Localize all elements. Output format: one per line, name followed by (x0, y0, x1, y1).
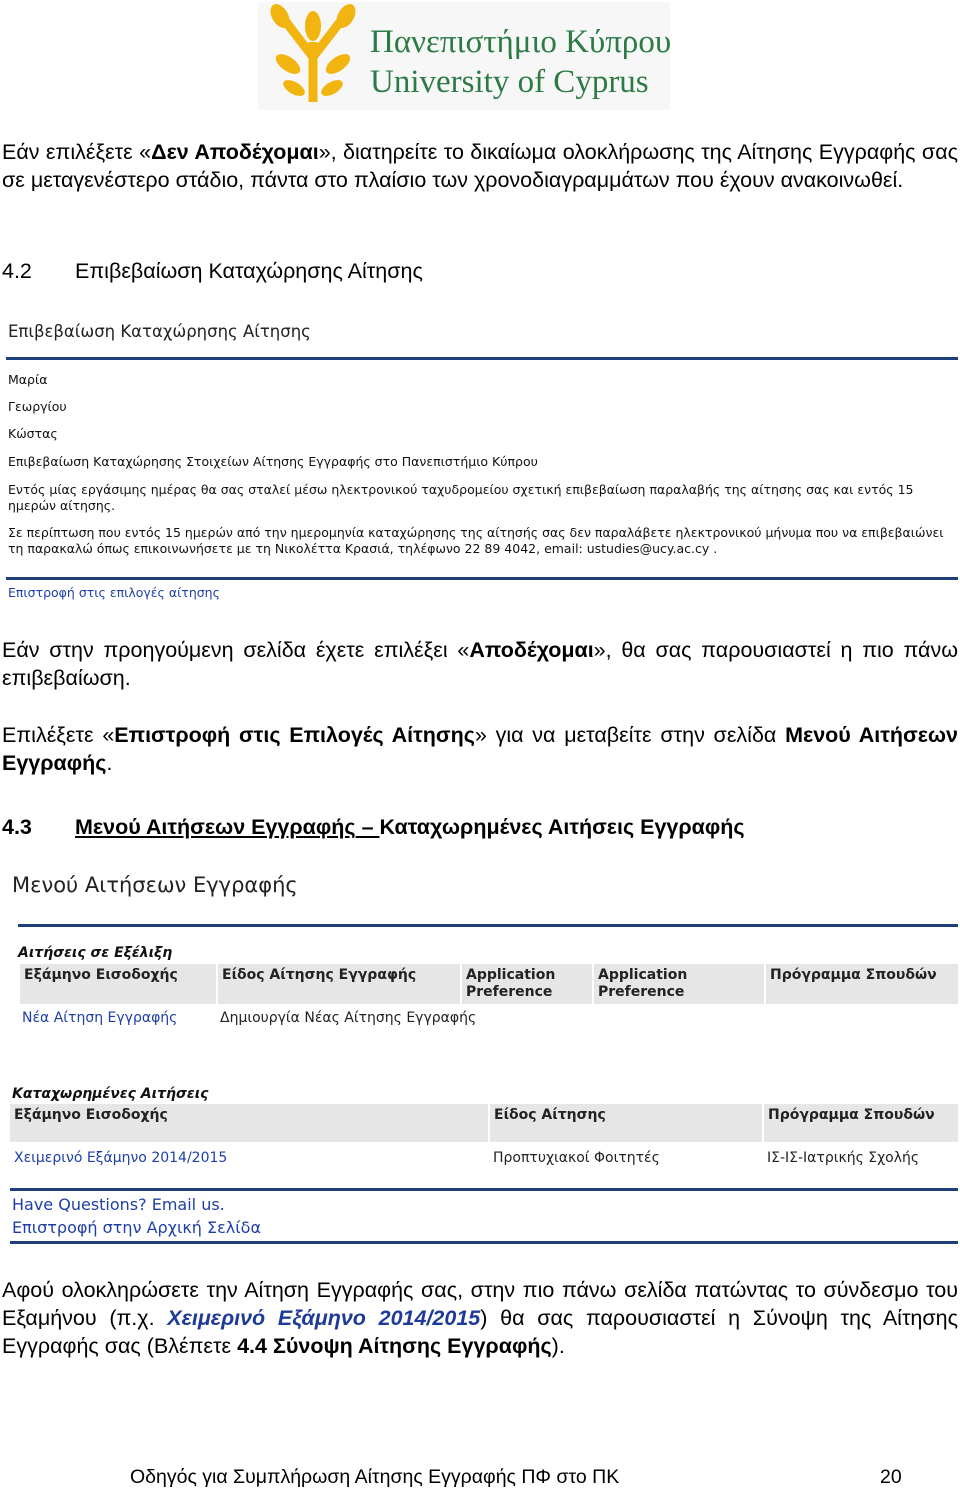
menu-divider-top (18, 924, 958, 927)
reg-col-header-type: Είδος Αίτησης (490, 1104, 762, 1142)
reg-col-header-semester: Εξάμηνο Εισοδοχής (10, 1104, 488, 1142)
accept-term: Αποδέχομαι (469, 638, 594, 662)
new-application-description: Δημιουργία Νέας Αίτησης Εγγραφής (220, 1010, 477, 1026)
registered-section-title: Καταχωρημένες Αιτήσεις (12, 1086, 209, 1102)
summary-paragraph: Αφού ολοκληρώσετε την Αίτηση Εγγραφής σας, στην πιο πάνω σελίδα πατώντας το σύνδεσμο του Εξαμήνου (π.χ. Χειμερινό Εξάμηνο 2014/2015) θα σας παρουσιαστεί η Σύνοψη της Αίτησης Εγγραφής σας (Βλέπετε 4.4 Σύνοψη Αίτησης Εγγραφής). (2, 1278, 958, 1358)
olive-branch-emblem-icon (258, 2, 368, 110)
registered-application-type: Προπτυχιακοί Φοιτητές (493, 1150, 660, 1166)
in-progress-section-title: Αιτήσεις σε Εξέλιξη (18, 945, 173, 961)
university-logo (258, 2, 670, 110)
logo-english-name: University of Cyprus (370, 64, 649, 100)
menu-screenshot-title: Μενού Αιτήσεων Εγγραφής (12, 873, 298, 897)
intro-paragraph: Εάν επιλέξετε «Δεν Αποδέχομαι», διατηρείτε το δικαίωμα ολοκλήρωσης της Αίτησης Εγγραφής σας σε μεταγενέστερο στάδιο, πάντα στο πλαίσιο των χρονοδιαγραμμάτων που έχουν ανακοινωθεί. (2, 140, 958, 192)
back-to-options-link[interactable]: Επιστροφή στις επιλογές αίτησης (8, 585, 220, 600)
applicant-father-name: Γεωργίου (8, 399, 67, 414)
footer-guide-title: Οδηγός για Συμπλήρωση Αίτησης Εγγραφής ΠΦ στο ΠΚ (130, 1466, 620, 1488)
confirmation-message-2: Σε περίπτωση που εντός 15 ημερών από την ημερομηνία καταχώρησης της αίτησής σας δεν παραλάβετε ηλεκτρονικού μήνυμα που να επιβεβαιώνει τη παρακαλώ όπως επικοινωνήσετε με τη Νικολέττα Κρασιά, τηλέφωνο 22 89 4042, email: ustudies@ucy.ac.cy . (8, 525, 944, 556)
logo-greek-name: Πανεπιστήμιο Κύπρου (370, 24, 672, 60)
summary-section-reference: 4.4 Σύνοψη Αίτησης Εγγραφής (237, 1334, 552, 1358)
col-header-preference-1: Application Preference (462, 964, 592, 1004)
section-heading-4-2: 4.2 Επιβεβαίωση Καταχώρησης Αίτησης (2, 259, 423, 283)
confirmation-divider-bottom (6, 577, 958, 580)
menu-divider-footer (10, 1241, 958, 1244)
col-header-application-type: Είδος Αίτησης Εγγραφής (218, 964, 460, 1004)
menu-divider-bottom (10, 1188, 958, 1191)
col-header-program: Πρόγραμμα Σπουδών (766, 964, 958, 1004)
confirmation-message-1: Εντός μίας εργάσιμης ημέρας θα σας σταλεί μέσω ηλεκτρονικού ταχυδρομείου σχετική επιβεβαίωση παραλαβής της αίτησης σας και εντός 15 ημερών αίτησης. (8, 482, 914, 513)
col-header-semester: Εξάμηνο Εισοδοχής (20, 964, 216, 1004)
page-number: 20 (880, 1466, 902, 1488)
reg-col-header-program: Πρόγραμμα Σπουδών (764, 1104, 958, 1142)
applicant-last-name: Κώστας (8, 426, 58, 441)
winter-semester-example: Χειμερινό Εξάμηνο 2014/2015 (167, 1306, 481, 1330)
new-application-link[interactable]: Νέα Αίτηση Εγγραφής (22, 1010, 178, 1026)
winter-semester-link[interactable]: Χειμερινό Εξάμηνο 2014/2015 (14, 1150, 228, 1166)
confirmation-divider-top (6, 357, 958, 360)
home-page-link[interactable]: Επιστροφή στην Αρχική Σελίδα (12, 1218, 261, 1237)
confirmation-subtitle: Επιβεβαίωση Καταχώρησης Στοιχείων Αίτησης Εγγραφής στο Πανεπιστήμιο Κύπρου (8, 454, 538, 469)
questions-email-link[interactable]: Have Questions? Email us. (12, 1195, 225, 1214)
registered-program: ΙΣ-ΙΣ-Ιατρικής Σχολής (767, 1150, 920, 1166)
col-header-preference-2: Application Preference (594, 964, 764, 1004)
applicant-first-name: Μαρία (8, 372, 48, 387)
return-instruction-paragraph: Επιλέξετε «Επιστροφή στις Επιλογές Αίτησης» για να μεταβείτε στην σελίδα Μενού Αιτήσεων Εγγραφής. (2, 723, 959, 775)
confirmation-screenshot-title: Επιβεβαίωση Καταχώρησης Αίτησης (8, 322, 311, 341)
decline-term: Δεν Αποδέχομαι (151, 140, 319, 164)
section-heading-4-3: 4.3 Μενού Αιτήσεων Εγγραφής – Καταχωρημένες Αιτήσεις Εγγραφής (2, 815, 745, 839)
accept-paragraph: Εάν στην προηγούμενη σελίδα έχετε επιλέξει «Αποδέχομαι», θα σας παρουσιαστεί η πιο πάνω επιβεβαίωση. (2, 638, 958, 690)
